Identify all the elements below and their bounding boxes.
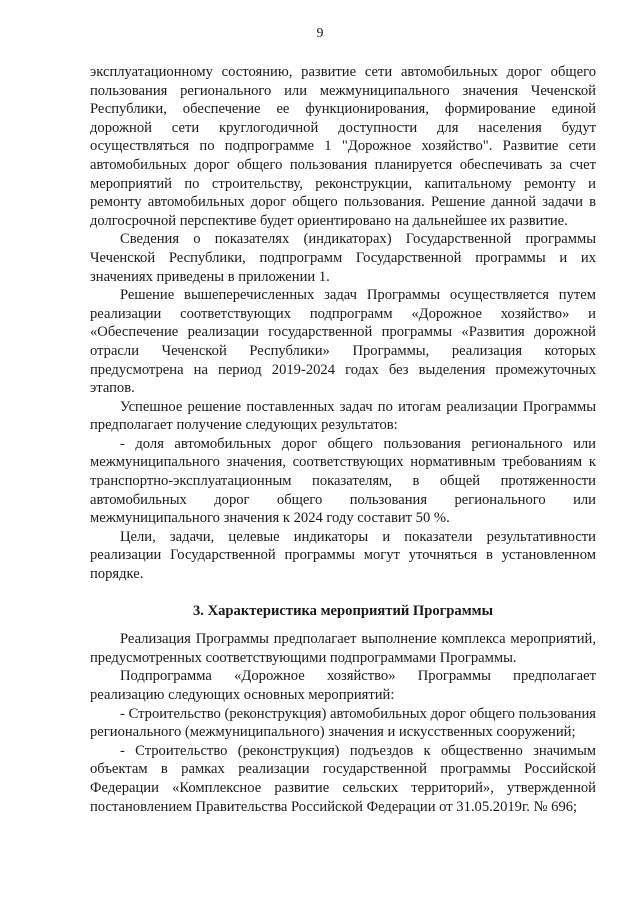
- list-item-construction: - Строительство (реконструкция) автомобильных дорог общего пользования регионального (межмуниципального) значения и искусственных сооружений;: [90, 705, 596, 741]
- paragraph-continuation: эксплуатационному состоянию, развитие сети автомобильных дорог общего пользования регионального или межмуниципального значения Чеченской Республики, обеспечение ее функционирования, формирование единой дорожной сети круглогодичной доступности для населения будут осуществляться по подпрограмме 1 "Дорожное хозяйство". Развитие сети автомобильных дорог общего пользования планируется обеспечивать за счет мероприятий по строительству, реконструкции, капитальному ремонту и ремонту автомобильных дорог общего пользования. Решение данной задачи в долгосрочной перспективе будет ориентировано на дальнейшее их развитие.: [90, 64, 596, 229]
- section-heading: 3. Характеристика мероприятий Программы: [193, 602, 493, 619]
- paragraph-result-item: - доля автомобильных дорог общего пользования регионального или межмуниципального значения, соответствующих нормативным требованиям к транспортно-эксплуатационным показателям, в общей протяженности автомобильных дорог общего пользования регионального или межмуниципального значения к 2024 году составит 50 %.: [90, 435, 596, 527]
- paragraph-subprogram: Подпрограмма «Дорожное хозяйство» Программы предполагает реализацию следующих основных мероприятий:: [90, 668, 596, 703]
- page-number: 9: [316, 26, 324, 41]
- paragraph-indicators: Сведения о показателях (индикаторах) Государственной программы Чеченской Республики, подпрограмм Государственной программы и их значениях приведены в приложении 1.: [90, 231, 596, 285]
- paragraph-tasks-solution: Решение вышеперечисленных задач Программы осуществляется путем реализации соответствующих подпрограмм «Дорожное хозяйство» и «Обеспечение реализации государственной программы «Развития дорожной отрасли Чеченской Республики» Программы, реализация которых предусмотрена на период 2019-2024 годах без выделения промежуточных этапов.: [90, 287, 596, 397]
- list-item-access-roads: - Строительство (реконструкция) подъездов к общественно значимым объектам в рамках реализации государственной программы Российской Федерации «Комплексное развитие сельских территорий», утвержденной постановлением Правительства Российской Федерации от 31.05.2019г. № 696;: [90, 742, 596, 815]
- paragraph-goals: Цели, задачи, целевые индикаторы и показатели результативности реализации Государственной программы могут уточняться в установленном порядке.: [90, 528, 596, 583]
- paragraph-results-intro: Успешное решение поставленных задач по итогам реализации Программы предполагает получение следующих результатов:: [90, 398, 596, 434]
- paragraph-section-intro: Реализация Программы предполагает выполнение комплекса мероприятий, предусмотренных соответствующими подпрограммами Программы.: [90, 631, 596, 666]
- document-body: [90, 63, 596, 816]
